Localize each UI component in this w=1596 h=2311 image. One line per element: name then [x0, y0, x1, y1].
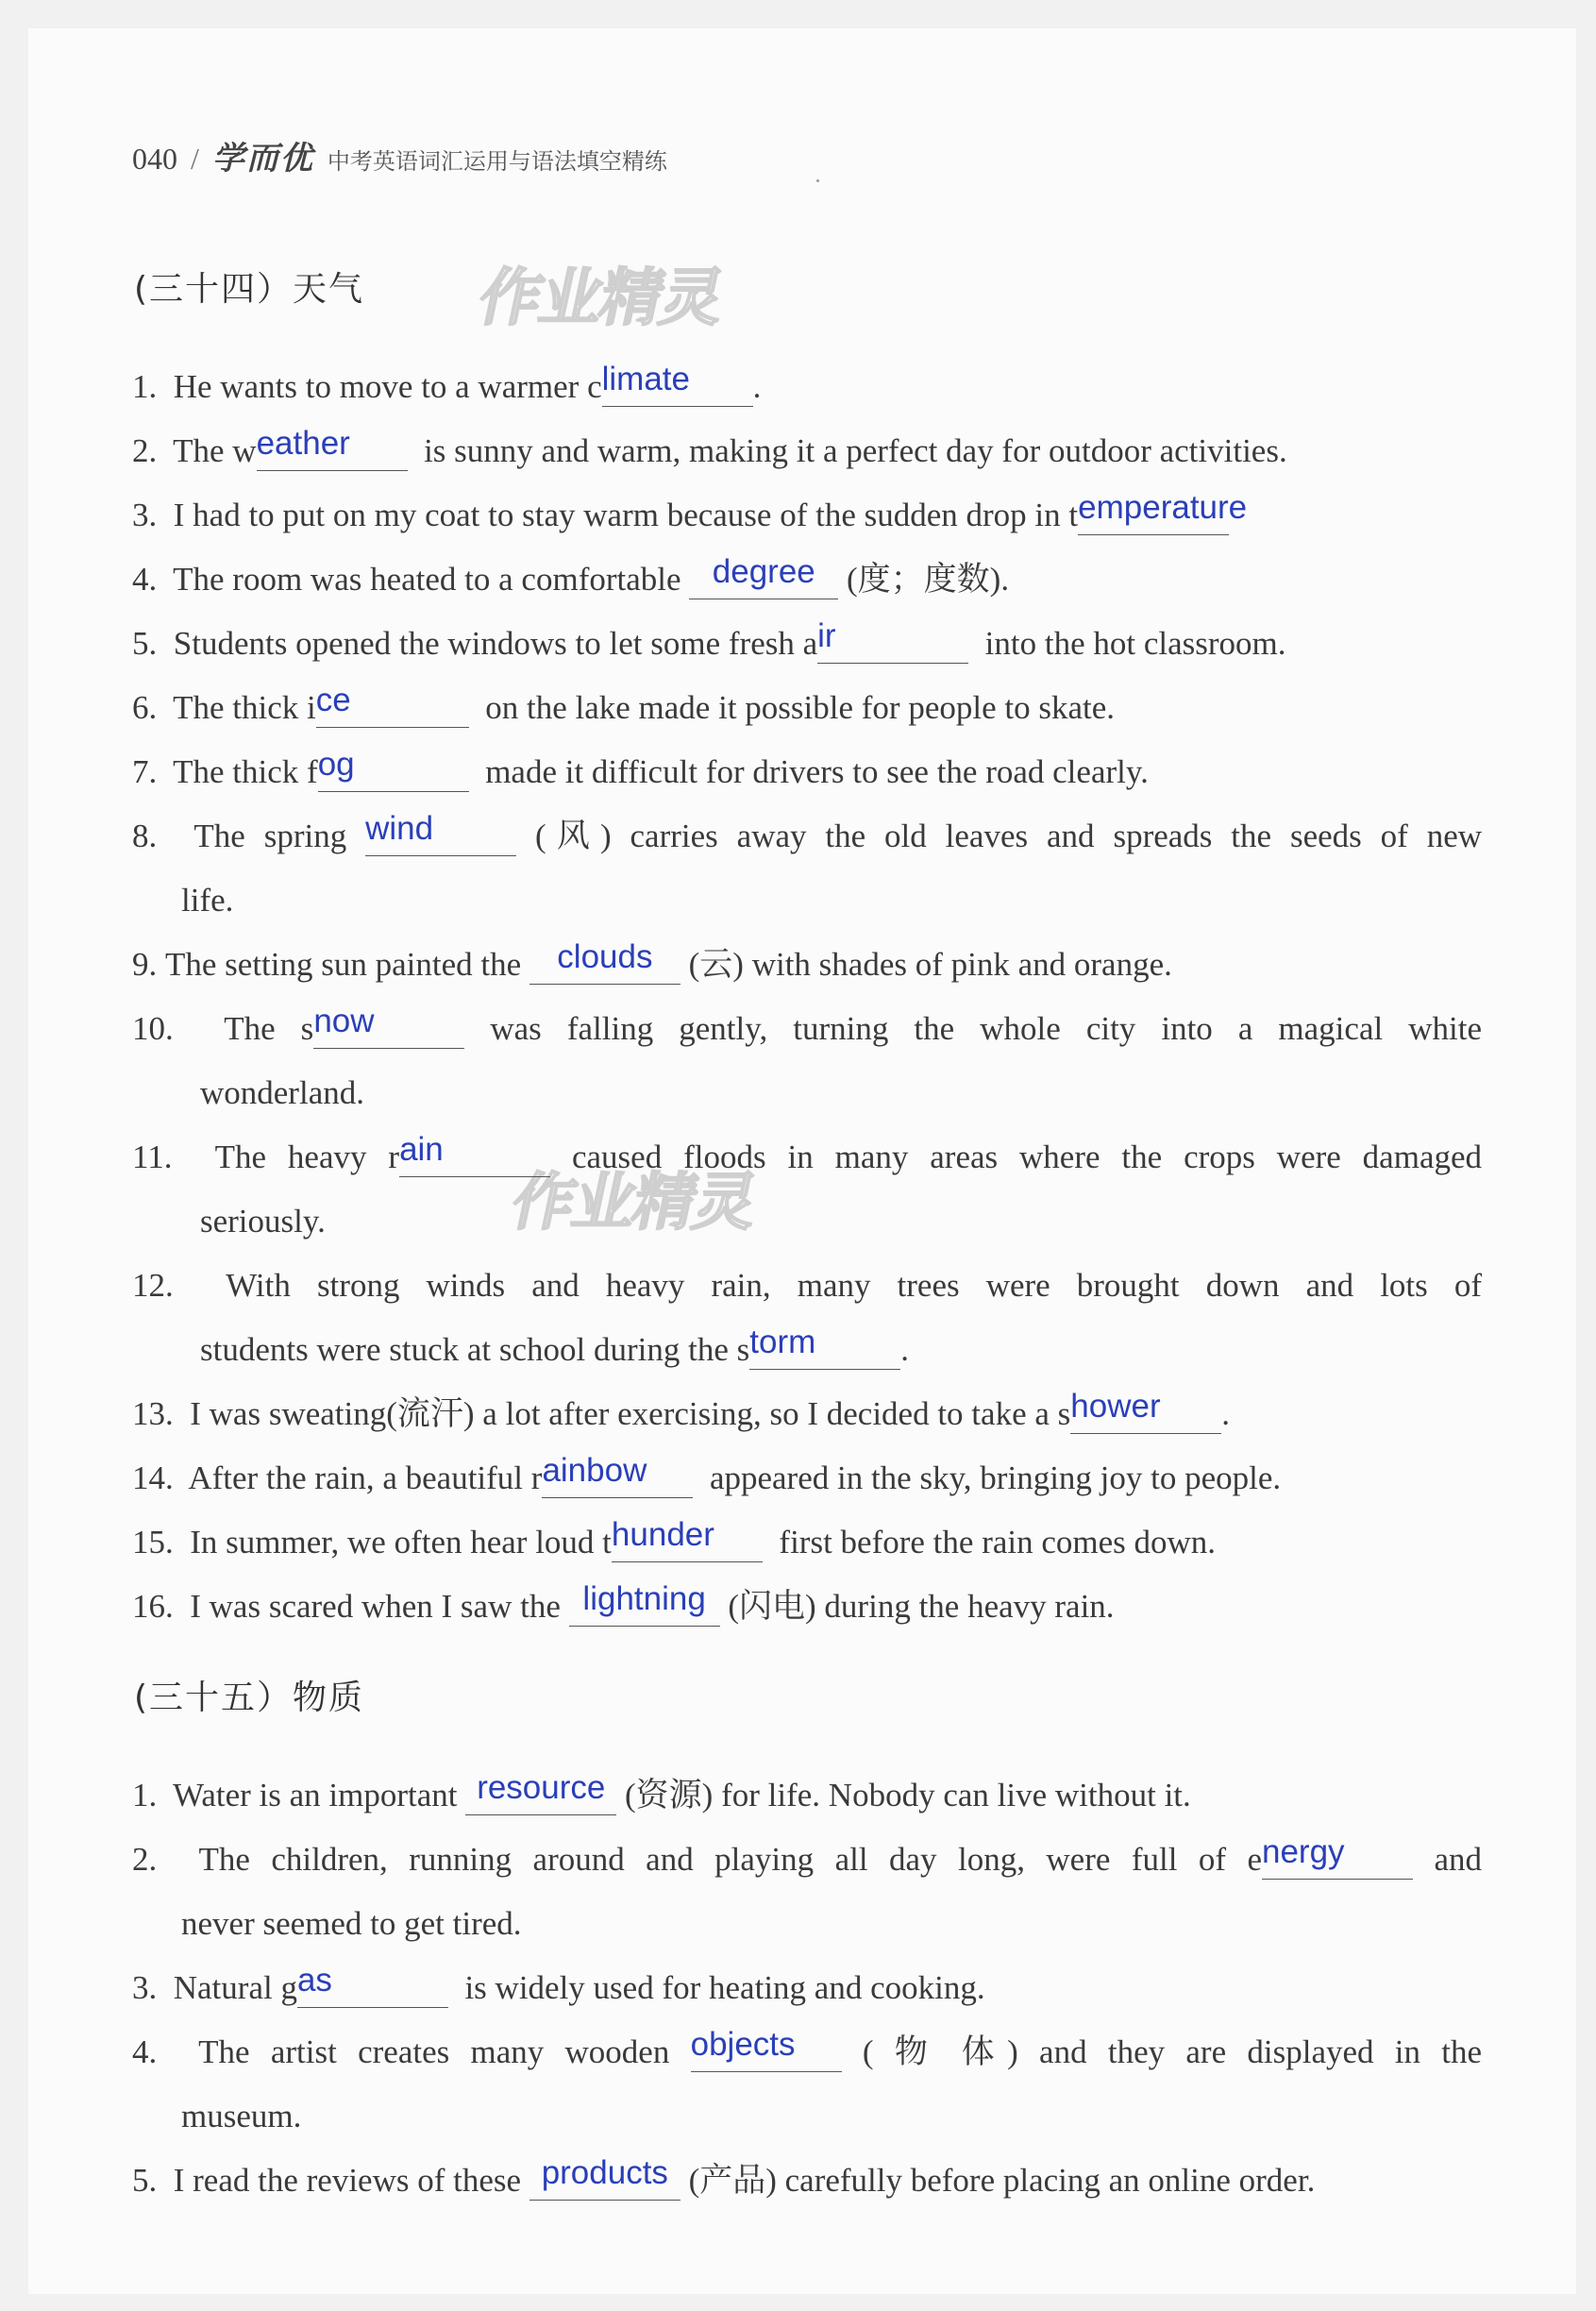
- answer-blank[interactable]: now: [313, 1010, 464, 1049]
- answer-blank[interactable]: lightning: [569, 1588, 720, 1627]
- question-34-4: 4. The room was heated to a comfortable degree (度；度数).: [132, 553, 1010, 598]
- question-34-16: 16. I was scared when I saw the lightning (闪电) during the heavy rain.: [132, 1580, 1115, 1625]
- question-34-12: 12. With strong winds and heavy rain, many trees were brought down and lots of students were stuck at school during the storm .: [132, 1267, 1482, 1368]
- answer-blank[interactable]: emperature: [1078, 497, 1229, 535]
- watermark-top: 作业精灵: [472, 261, 730, 334]
- answer-blank[interactable]: limate: [602, 368, 753, 407]
- answer-blank[interactable]: ir: [817, 625, 968, 664]
- section-title-weather: (三十四）天气: [134, 270, 365, 309]
- header-separator: /: [191, 142, 199, 176]
- answer-blank[interactable]: clouds: [529, 946, 680, 985]
- question-34-2: 2. The weather is sunny and warm, making it a perfect day for outdoor activities.: [132, 425, 1287, 469]
- scan-speck: [816, 179, 819, 182]
- answer-blank[interactable]: torm: [749, 1331, 900, 1370]
- page-number: 040: [132, 142, 177, 176]
- answer-blank[interactable]: eather: [257, 432, 408, 471]
- question-34-9: 9. The setting sun painted the clouds (云) with shades of pink and orange.: [132, 938, 1172, 983]
- question-34-14: 14. After the rain, a beautiful rainbow appeared in the sky, bringing joy to people.: [132, 1452, 1282, 1496]
- question-34-10: 10. The snow was falling gently, turning the whole city into a magical white wonderland.: [132, 1003, 1483, 1111]
- answer-blank[interactable]: objects: [691, 2033, 842, 2072]
- answer-blank[interactable]: ce: [316, 689, 469, 728]
- answer-blank[interactable]: hunder: [612, 1524, 763, 1562]
- answer-blank[interactable]: degree: [689, 561, 838, 599]
- question-34-5: 5. Students opened the windows to let some fresh air into the hot classroom.: [132, 617, 1286, 662]
- answer-blank[interactable]: wind: [365, 818, 516, 856]
- question-34-3: 3. I had to put on my coat to stay warm because of the sudden drop in temperature: [132, 489, 1248, 533]
- question-35-2: 2. The children, running around and playing all day long, were full of energy and never seemed to get tired.: [132, 1833, 1482, 1942]
- question-34-6: 6. The thick ice on the lake made it possible for people to skate.: [132, 682, 1116, 726]
- watermark-middle: 作业精灵: [505, 1166, 763, 1239]
- page-header: [132, 132, 667, 179]
- question-34-13: 13. I was sweating(流汗) a lot after exercising, so I decided to take a shower .: [132, 1388, 1231, 1432]
- question-34-1: 1. He wants to move to a warmer climate .: [132, 361, 762, 405]
- answer-blank[interactable]: ainbow: [542, 1459, 693, 1498]
- answer-blank[interactable]: products: [529, 2162, 680, 2201]
- answer-blank[interactable]: nergy: [1262, 1841, 1413, 1880]
- answer-blank[interactable]: as: [297, 1969, 448, 2008]
- answer-blank[interactable]: resource: [465, 1777, 616, 1815]
- book-subtitle: 中考英语词汇运用与语法填空精练: [327, 148, 667, 175]
- question-34-8: 8. The spring wind (风) carries away the old leaves and spreads the seeds of new life.: [132, 810, 1483, 919]
- question-34-7: 7. The thick fog made it difficult for drivers to see the road clearly.: [132, 746, 1149, 790]
- question-35-5: 5. I read the reviews of these products (产品) carefully before placing an online order.: [132, 2154, 1316, 2199]
- question-35-1: 1. Water is an important resource (资源) for life. Nobody can live without it.: [132, 1769, 1191, 1813]
- section-title-matter: (三十五）物质: [134, 1678, 365, 1717]
- answer-blank[interactable]: ain: [399, 1139, 550, 1177]
- answer-blank[interactable]: og: [318, 753, 469, 792]
- answer-blank[interactable]: hower: [1070, 1395, 1221, 1434]
- question-35-4: 4. The artist creates many wooden objects ( 物 体) and they are displayed in the museum.: [132, 2026, 1483, 2134]
- question-34-11: 11. The heavy rain caused floods in many areas where the crops were damaged seriously.: [132, 1131, 1483, 1240]
- question-35-3: 3. Natural gas is widely used for heating and cooking.: [132, 1962, 985, 2006]
- brand-logo: 学而优: [211, 140, 314, 177]
- question-34-15: 15. In summer, we often hear loud thunder first before the rain comes down.: [132, 1516, 1217, 1560]
